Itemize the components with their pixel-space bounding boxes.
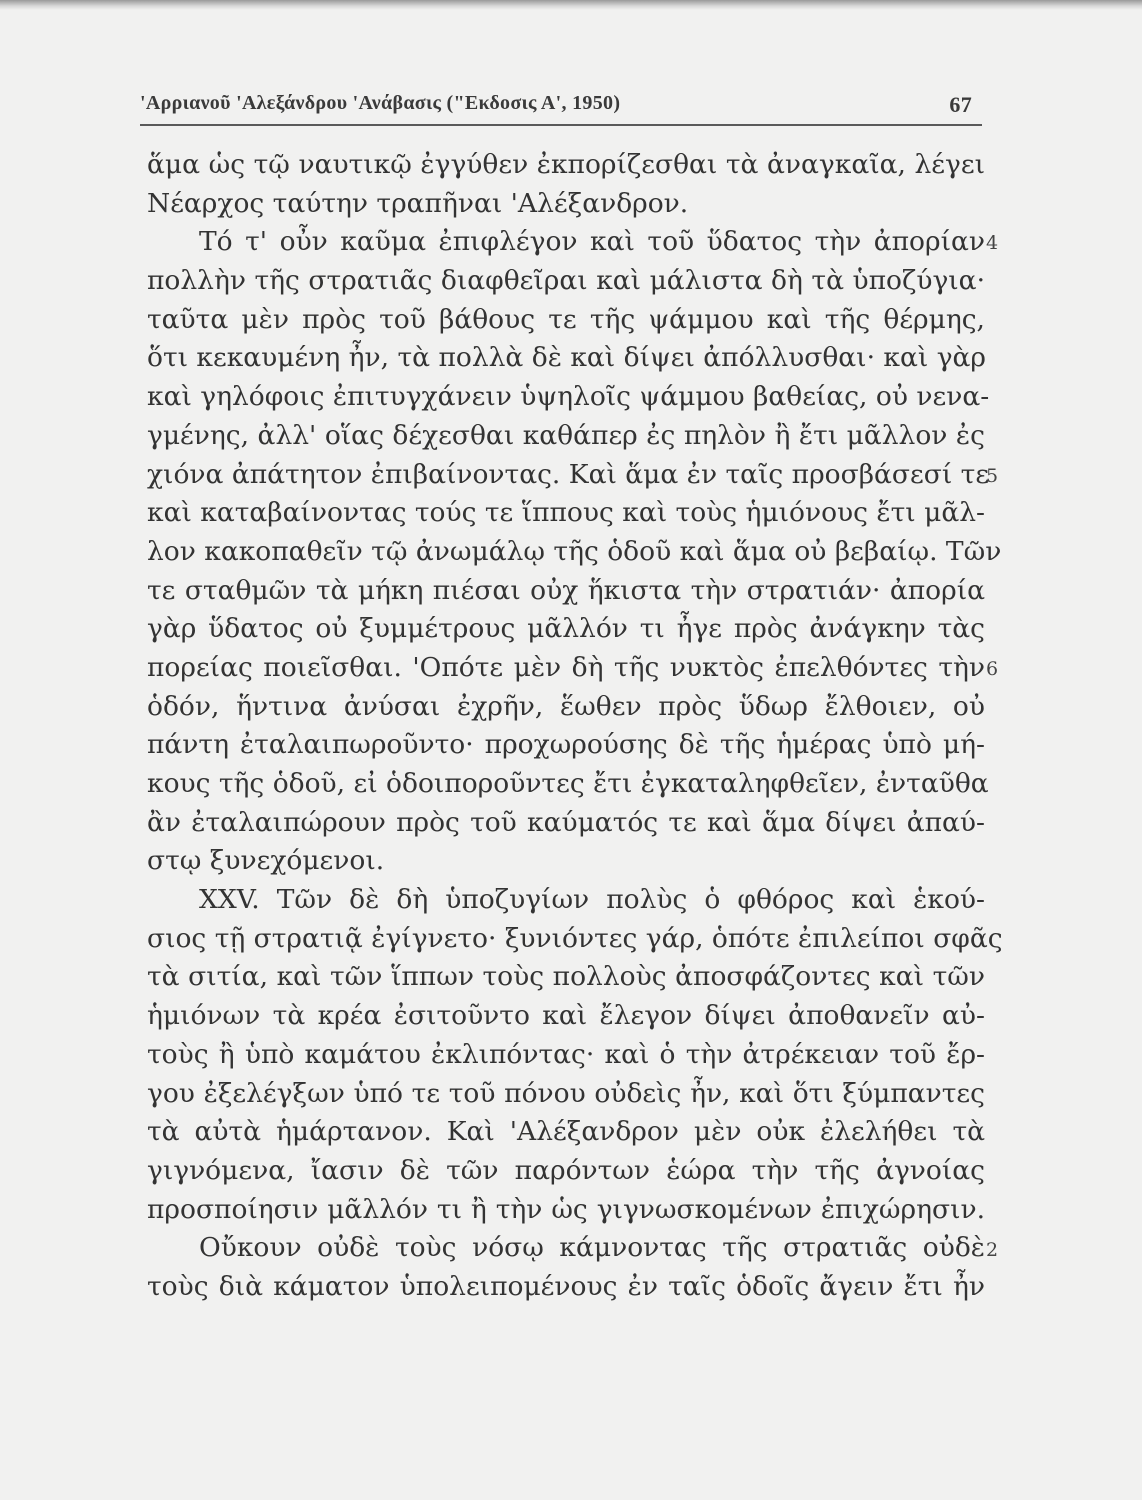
text-line: τὰ σιτία, καὶ τῶν ἵππων τοὺς πολλοὺς ἀποσφάζοντες καὶ τῶν	[147, 961, 985, 993]
text-line: ἡμιόνων τὰ κρέα ἐσιτοῦντο καὶ ἔλεγον δίψει ἀποθανεῖν αὐ-	[147, 1000, 985, 1032]
running-title: 'Αρριανοῦ 'Αλεξάνδρου 'Ανάβασις ("Εκδοσις Α', 1950)	[140, 92, 621, 114]
text-line: γιγνόμενα, ἴασιν δὲ τῶν παρόντων ἑώρα τὴν τῆς ἀγνοίας	[147, 1154, 985, 1186]
text-line: στῳ ξυνεχόμενοι.	[147, 845, 385, 877]
running-head	[140, 92, 980, 122]
text-line: σιος τῇ στρατιᾷ ἐγίγνετο· ξυνιόντες γάρ, ὁπότε ἐπιλείποι σφᾶς	[147, 922, 1003, 954]
text-line: πορείας ποιεῖσθαι. 'Οπότε μὲν δὴ τῆς νυκτὸς ἐπελθόντες τὴν	[147, 651, 985, 683]
margin-section-number: 4	[986, 232, 999, 255]
text-line: ὅτι κεκαυμένη ἦν, τὰ πολλὰ δὲ καὶ δίψει ἀπόλλυσθαι· καὶ γὰρ	[147, 342, 987, 374]
margin-section-number: 6	[986, 658, 999, 681]
text-line: XXV. Τῶν δὲ δὴ ὑποζυγίων πολὺς ὁ φθόρος καὶ ἑκού-	[199, 884, 985, 916]
text-line: καὶ γηλόφοις ἐπιτυγχάνειν ὑψηλοῖς ψάμμου βαθείας, οὐ νενα-	[147, 381, 990, 413]
body-text	[147, 146, 1003, 1307]
text-line: τοὺς ἢ ὑπὸ καμάτου ἐκλιπόντας· καὶ ὁ τὴν ἀτρέκειαν τοῦ ἔρ-	[147, 1038, 985, 1070]
text-line: τε σταθμῶν τὰ μήκη πιέσαι οὐχ ἥκιστα τὴν στρατιάν· ἀπορία	[147, 574, 985, 606]
text-line: τοὺς διὰ κάματον ὑπολειπομένους ἐν ταῖς ὁδοῖς ἄγειν ἔτι ἦν	[147, 1270, 985, 1302]
margin-section-number: 2	[986, 1238, 999, 1261]
page-number: 67	[949, 92, 972, 117]
text-line: Νέαρχος ταύτην τραπῆναι 'Αλέξανδρον.	[147, 187, 689, 219]
text-line: γου ἐξελέγξων ὑπό τε τοῦ πόνου οὐδεὶς ἦν, καὶ ὅτι ξύμπαντες	[147, 1077, 985, 1109]
text-line: πάντη ἐταλαιπωροῦντο· προχωρούσης δὲ τῆς ἡμέρας ὑπὸ μή-	[147, 729, 985, 761]
text-line: Τό τ' οὖν καῦμα ἐπιφλέγον καὶ τοῦ ὕδατος τὴν ἀπορίαν	[199, 226, 985, 258]
text-line: Οὔκουν οὐδὲ τοὺς νόσῳ κάμνοντας τῆς στρατιᾶς οὐδὲ	[199, 1232, 985, 1264]
text-line: ἂν ἐταλαιπώρουν πρὸς τοῦ καύματός τε καὶ ἅμα δίψει ἀπαύ-	[147, 806, 985, 838]
text-line: λον κακοπαθεῖν τῷ ἀνωμάλῳ τῆς ὁδοῦ καὶ ἅμα οὐ βεβαίῳ. Τῶν	[147, 535, 1002, 567]
header-rule	[140, 124, 982, 126]
text-line: χιόνα ἀπάτητον ἐπιβαίνοντας. Καὶ ἅμα ἐν ταῖς προσβάσεσί τε	[147, 458, 990, 490]
text-line: ταῦτα μὲν πρὸς τοῦ βάθους τε τῆς ψάμμου καὶ τῆς θέρμης,	[147, 303, 985, 335]
text-line: καὶ καταβαίνοντας τούς τε ἵππους καὶ τοὺς ἡμιόνους ἔτι μᾶλ-	[147, 497, 985, 529]
text-line: τὰ αὐτὰ ἡμάρτανον. Καὶ 'Αλέξανδρον μὲν οὐκ ἐλελήθει τὰ	[147, 1116, 985, 1148]
text-line: ὁδόν, ἥντινα ἀνύσαι ἐχρῆν, ἕωθεν πρὸς ὕδωρ ἔλθοιεν, οὐ	[147, 690, 985, 722]
margin-section-number: 5	[986, 464, 999, 487]
text-line: πολλὴν τῆς στρατιᾶς διαφθεῖραι καὶ μάλιστα δὴ τὰ ὑποζύγια·	[147, 265, 985, 297]
text-line: προσποίησιν μᾶλλόν τι ἢ τὴν ὡς γιγνωσκομένων ἐπιχώρησιν.	[147, 1193, 985, 1225]
text-line: ἅμα ὡς τῷ ναυτικῷ ἐγγύθεν ἐκπορίζεσθαι τὰ ἀναγκαῖα, λέγει	[147, 149, 985, 180]
page-top-edge	[0, 0, 1142, 10]
text-line: γὰρ ὕδατος οὐ ξυμμέτρους μᾶλλόν τι ἦγε πρὸς ἀνάγκην τὰς	[147, 613, 985, 645]
text-line: κους τῆς ὁδοῦ, εἰ ὁδοιποροῦντες ἔτι ἐγκαταληφθεῖεν, ἐνταῦθα	[147, 768, 989, 799]
text-line: γμένης, ἀλλ' οἵας δέχεσθαι καθάπερ ἐς πηλὸν ἢ ἔτι μᾶλλον ἐς	[147, 419, 985, 451]
